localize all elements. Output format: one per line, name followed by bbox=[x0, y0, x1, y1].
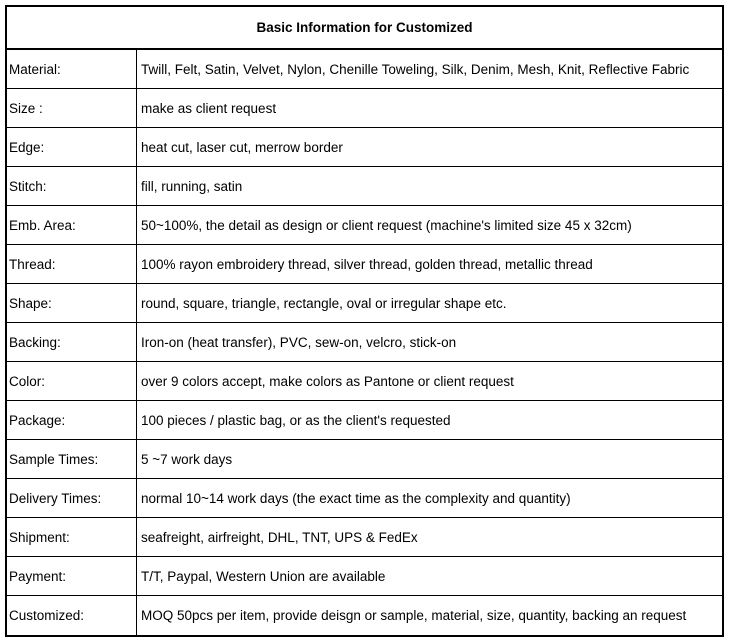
row-value: heat cut, laser cut, merrow border bbox=[141, 139, 343, 155]
table-row-sample-times bbox=[7, 440, 722, 479]
table-row-delivery-times bbox=[7, 479, 722, 518]
table-row-size bbox=[7, 89, 722, 128]
table-row-backing bbox=[7, 323, 722, 362]
row-label: Thread: bbox=[7, 245, 137, 283]
table-row-material bbox=[7, 50, 722, 89]
row-label: Edge: bbox=[7, 128, 137, 166]
row-label: Payment: bbox=[7, 557, 137, 595]
row-label: Shape: bbox=[7, 284, 137, 322]
row-value: 50~100%, the detail as design or client request (machine's limited size 45 x 32cm) bbox=[141, 217, 632, 233]
row-value: seafreight, airfreight, DHL, TNT, UPS & FedEx bbox=[141, 529, 418, 545]
table-row-package bbox=[7, 401, 722, 440]
table-row-stitch bbox=[7, 167, 722, 206]
row-label: Material: bbox=[7, 50, 137, 88]
table-row-shape bbox=[7, 284, 722, 323]
row-value: Iron-on (heat transfer), PVC, sew-on, velcro, stick-on bbox=[141, 334, 457, 350]
table-row-payment bbox=[7, 557, 722, 596]
row-label: Package: bbox=[7, 401, 137, 439]
row-label: Size : bbox=[7, 89, 137, 127]
table-row-emb-area bbox=[7, 206, 722, 245]
row-value: Twill, Felt, Satin, Velvet, Nylon, Chenille Toweling, Silk, Denim, Mesh, Knit, Reflective Fabric bbox=[141, 61, 690, 77]
row-value: 5 ~7 work days bbox=[141, 451, 233, 467]
table-title: Basic Information for Customized bbox=[7, 7, 722, 50]
row-value: fill, running, satin bbox=[141, 178, 243, 194]
row-value: normal 10~14 work days (the exact time as the complexity and quantity) bbox=[141, 490, 571, 506]
info-table bbox=[5, 5, 724, 637]
row-label: Color: bbox=[7, 362, 137, 400]
row-value: T/T, Paypal, Western Union are available bbox=[141, 568, 386, 584]
row-value: over 9 colors accept, make colors as Pantone or client request bbox=[141, 373, 514, 389]
row-value: make as client request bbox=[141, 100, 277, 116]
row-label: Sample Times: bbox=[7, 440, 137, 478]
row-value: 100 pieces / plastic bag, or as the client's requested bbox=[141, 412, 451, 428]
row-label: Stitch: bbox=[7, 167, 137, 205]
row-label: Backing: bbox=[7, 323, 137, 361]
row-label: Emb. Area: bbox=[7, 206, 137, 244]
row-value: round, square, triangle, rectangle, oval or irregular shape etc. bbox=[141, 295, 507, 311]
row-value: 100% rayon embroidery thread, silver thread, golden thread, metallic thread bbox=[141, 256, 593, 272]
table-row-thread bbox=[7, 245, 722, 284]
table-row-shipment bbox=[7, 518, 722, 557]
row-label: Delivery Times: bbox=[7, 479, 137, 517]
row-label: Shipment: bbox=[7, 518, 137, 556]
row-value: MOQ 50pcs per item, provide deisgn or sample, material, size, quantity, backing an request bbox=[141, 608, 687, 623]
row-label: Customized: bbox=[7, 596, 137, 635]
table-row-color bbox=[7, 362, 722, 401]
table-row-edge bbox=[7, 128, 722, 167]
table-row-customized bbox=[7, 596, 722, 635]
